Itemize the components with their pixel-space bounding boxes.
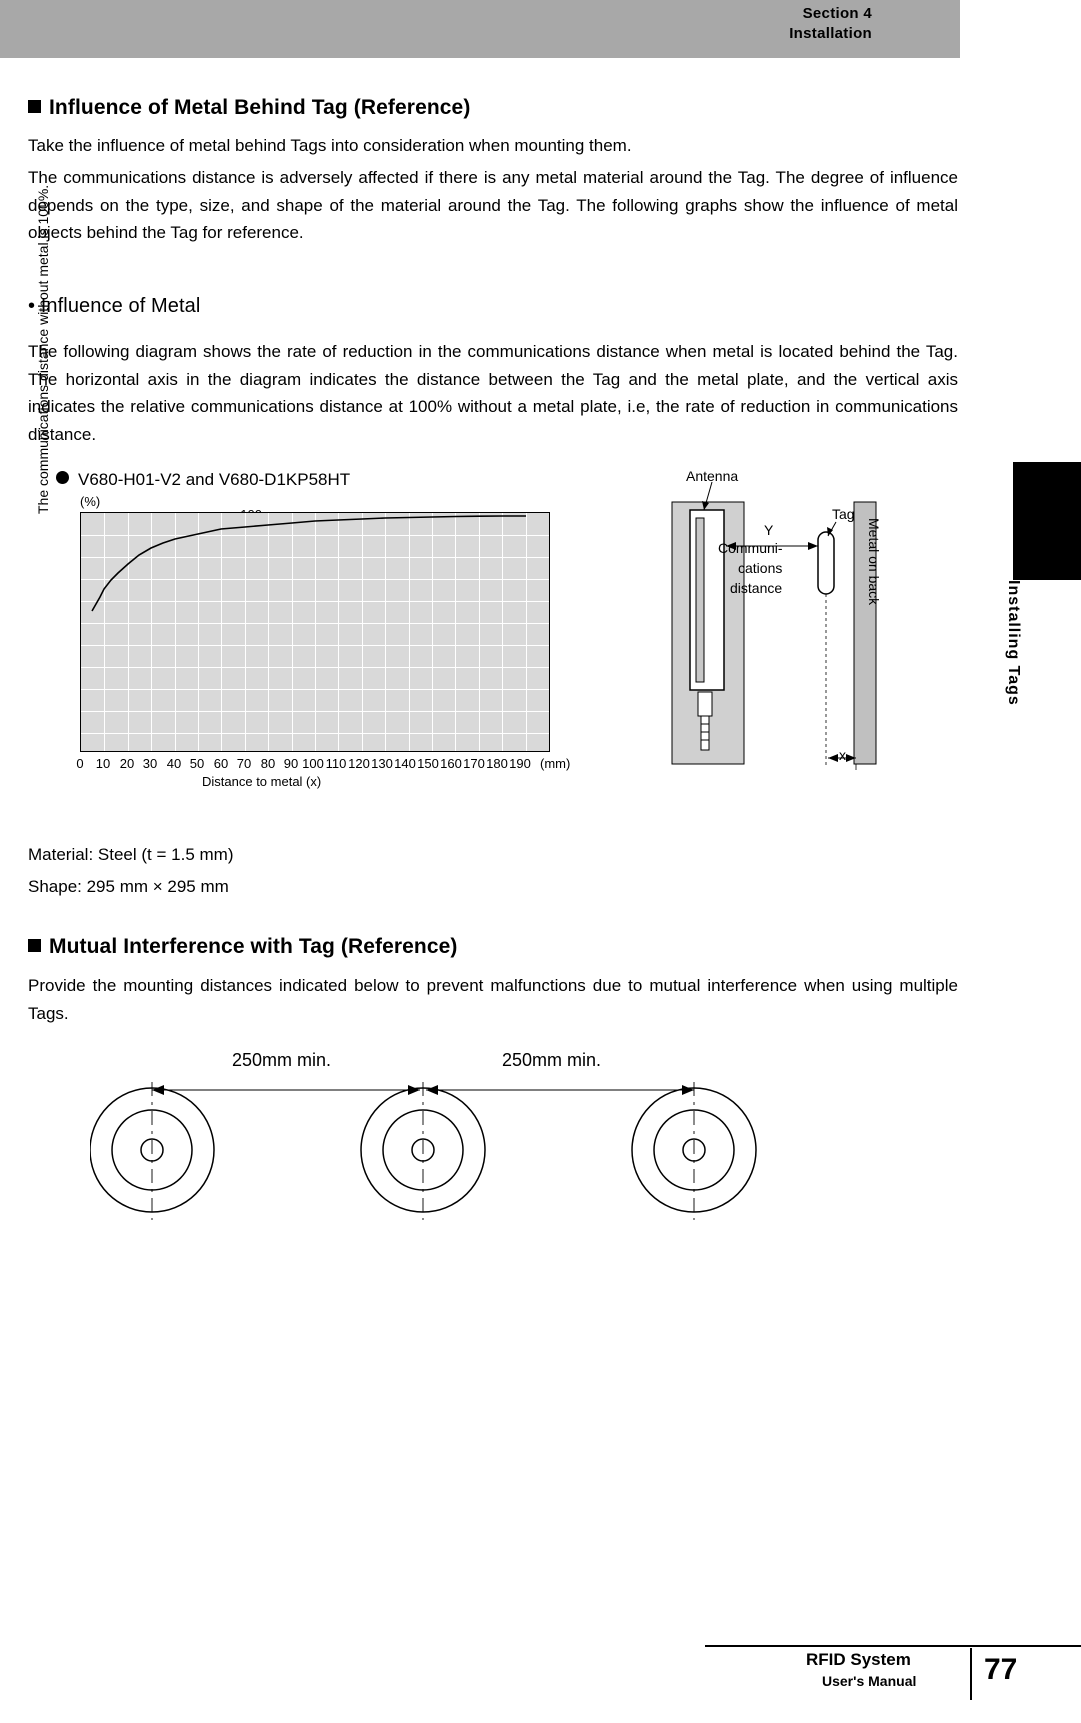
antenna-tag-diagram [660,470,1040,800]
x-tick-30: 30 [142,756,158,771]
x-tick-0: 0 [76,756,84,771]
x-tick-170: 170 [463,756,485,771]
x-dimension-label: x [839,747,846,763]
x-tick-40: 40 [166,756,182,771]
header-section: Section 4 [802,5,872,22]
x-tick-20: 20 [119,756,135,771]
page-number: 77 [984,1653,1018,1686]
x-tick-80: 80 [260,756,276,771]
communications-distance-line3: distance [730,580,783,596]
material-text: Material: Steel (t = 1.5 mm) [28,845,234,864]
chart-plot-area [80,512,550,752]
antenna-label: Antenna [686,468,739,484]
chart-y-unit: (%) [80,494,101,509]
footer-divider [970,1648,972,1700]
x-tick-180: 180 [486,756,508,771]
footer-product: RFID System [806,1650,911,1669]
heading-metal-behind-tag: Influence of Metal Behind Tag (Reference) [28,96,958,120]
shape-text: Shape: 295 mm × 295 mm [28,877,229,896]
x-axis-label: Distance to metal (x) [202,774,322,789]
x-tick-90: 90 [283,756,299,771]
paragraph-mutual: Provide the mounting distances indicated below to prevent malfunctions due to mutual interference when using multiple Tags. [28,976,958,1023]
page-header [0,0,960,58]
paragraph-influence-of-metal: The following diagram shows the rate of reduction in the communications distance when metal is located behind the Tag. The horizontal axis in the diagram indicates the distance between the Tag and the metal plate, and the vertical axis indicates the relative communications distance at 100% without a metal plate, i.e, the rate of reduction in communications distance. [28,342,958,444]
x-tick-160: 160 [440,756,462,771]
round-bullet-icon [56,471,69,484]
x-tick-150: 150 [417,756,439,771]
tag-label: Tag [832,506,855,522]
x-tick-100: 100 [302,756,324,771]
square-bullet-icon-2 [28,939,41,952]
footer-manual: User's Manual [822,1673,917,1689]
chart-curve [81,513,549,751]
sub-heading-influence-of-metal: • Influence of Metal [28,295,201,317]
communications-distance-line1: Communi- [718,540,783,556]
dimension-left: 250mm min. [232,1050,332,1070]
x-tick-110: 110 [325,756,347,771]
x-tick-10: 10 [95,756,111,771]
communications-distance-line2: cations [738,560,783,576]
x-tick-60: 60 [213,756,229,771]
x-tick-120: 120 [348,756,370,771]
x-tick-130: 130 [371,756,393,771]
square-bullet-icon [28,100,41,113]
paragraph-metal-1: Take the influence of metal behind Tags into consideration when mounting them. [28,136,632,155]
paragraph-metal-2: The communications distance is adversely affected if there is any metal material around the Tag. The degree of influence depends on the type, size, and shape of the material around the Tag. The following graphs show the influence of metal objects behind the Tag for reference. [28,168,958,243]
header-text [789,4,872,45]
header-subsection: Installation [789,25,872,43]
section-metal-heading [28,96,958,120]
x-tick-70: 70 [236,756,252,771]
x-tick-50: 50 [189,756,205,771]
footer-rule [705,1645,1081,1647]
tag-spacing-diagram [90,1050,790,1260]
dimension-right: 250mm min. [502,1050,602,1070]
side-tab-label: Installing Tags [1005,580,1022,706]
chart-title: V680-H01-V2 and V680-D1KP58HT [56,470,350,490]
x-tick-190: 190 [509,756,531,771]
chart-y-axis-label: The communications distance without metal is 100%. [35,184,51,514]
side-tab-text: Section 4 [990,470,1007,546]
tag-spacing-svg [90,1060,790,1260]
x-axis-unit: (mm) [540,756,571,771]
x-tick-140: 140 [394,756,416,771]
y-dimension-label: Y [764,522,774,538]
metal-on-back-label: Metal on back [866,518,882,606]
section-mutual-heading [28,935,958,959]
heading-mutual-interference: Mutual Interference with Tag (Reference) [28,935,958,959]
